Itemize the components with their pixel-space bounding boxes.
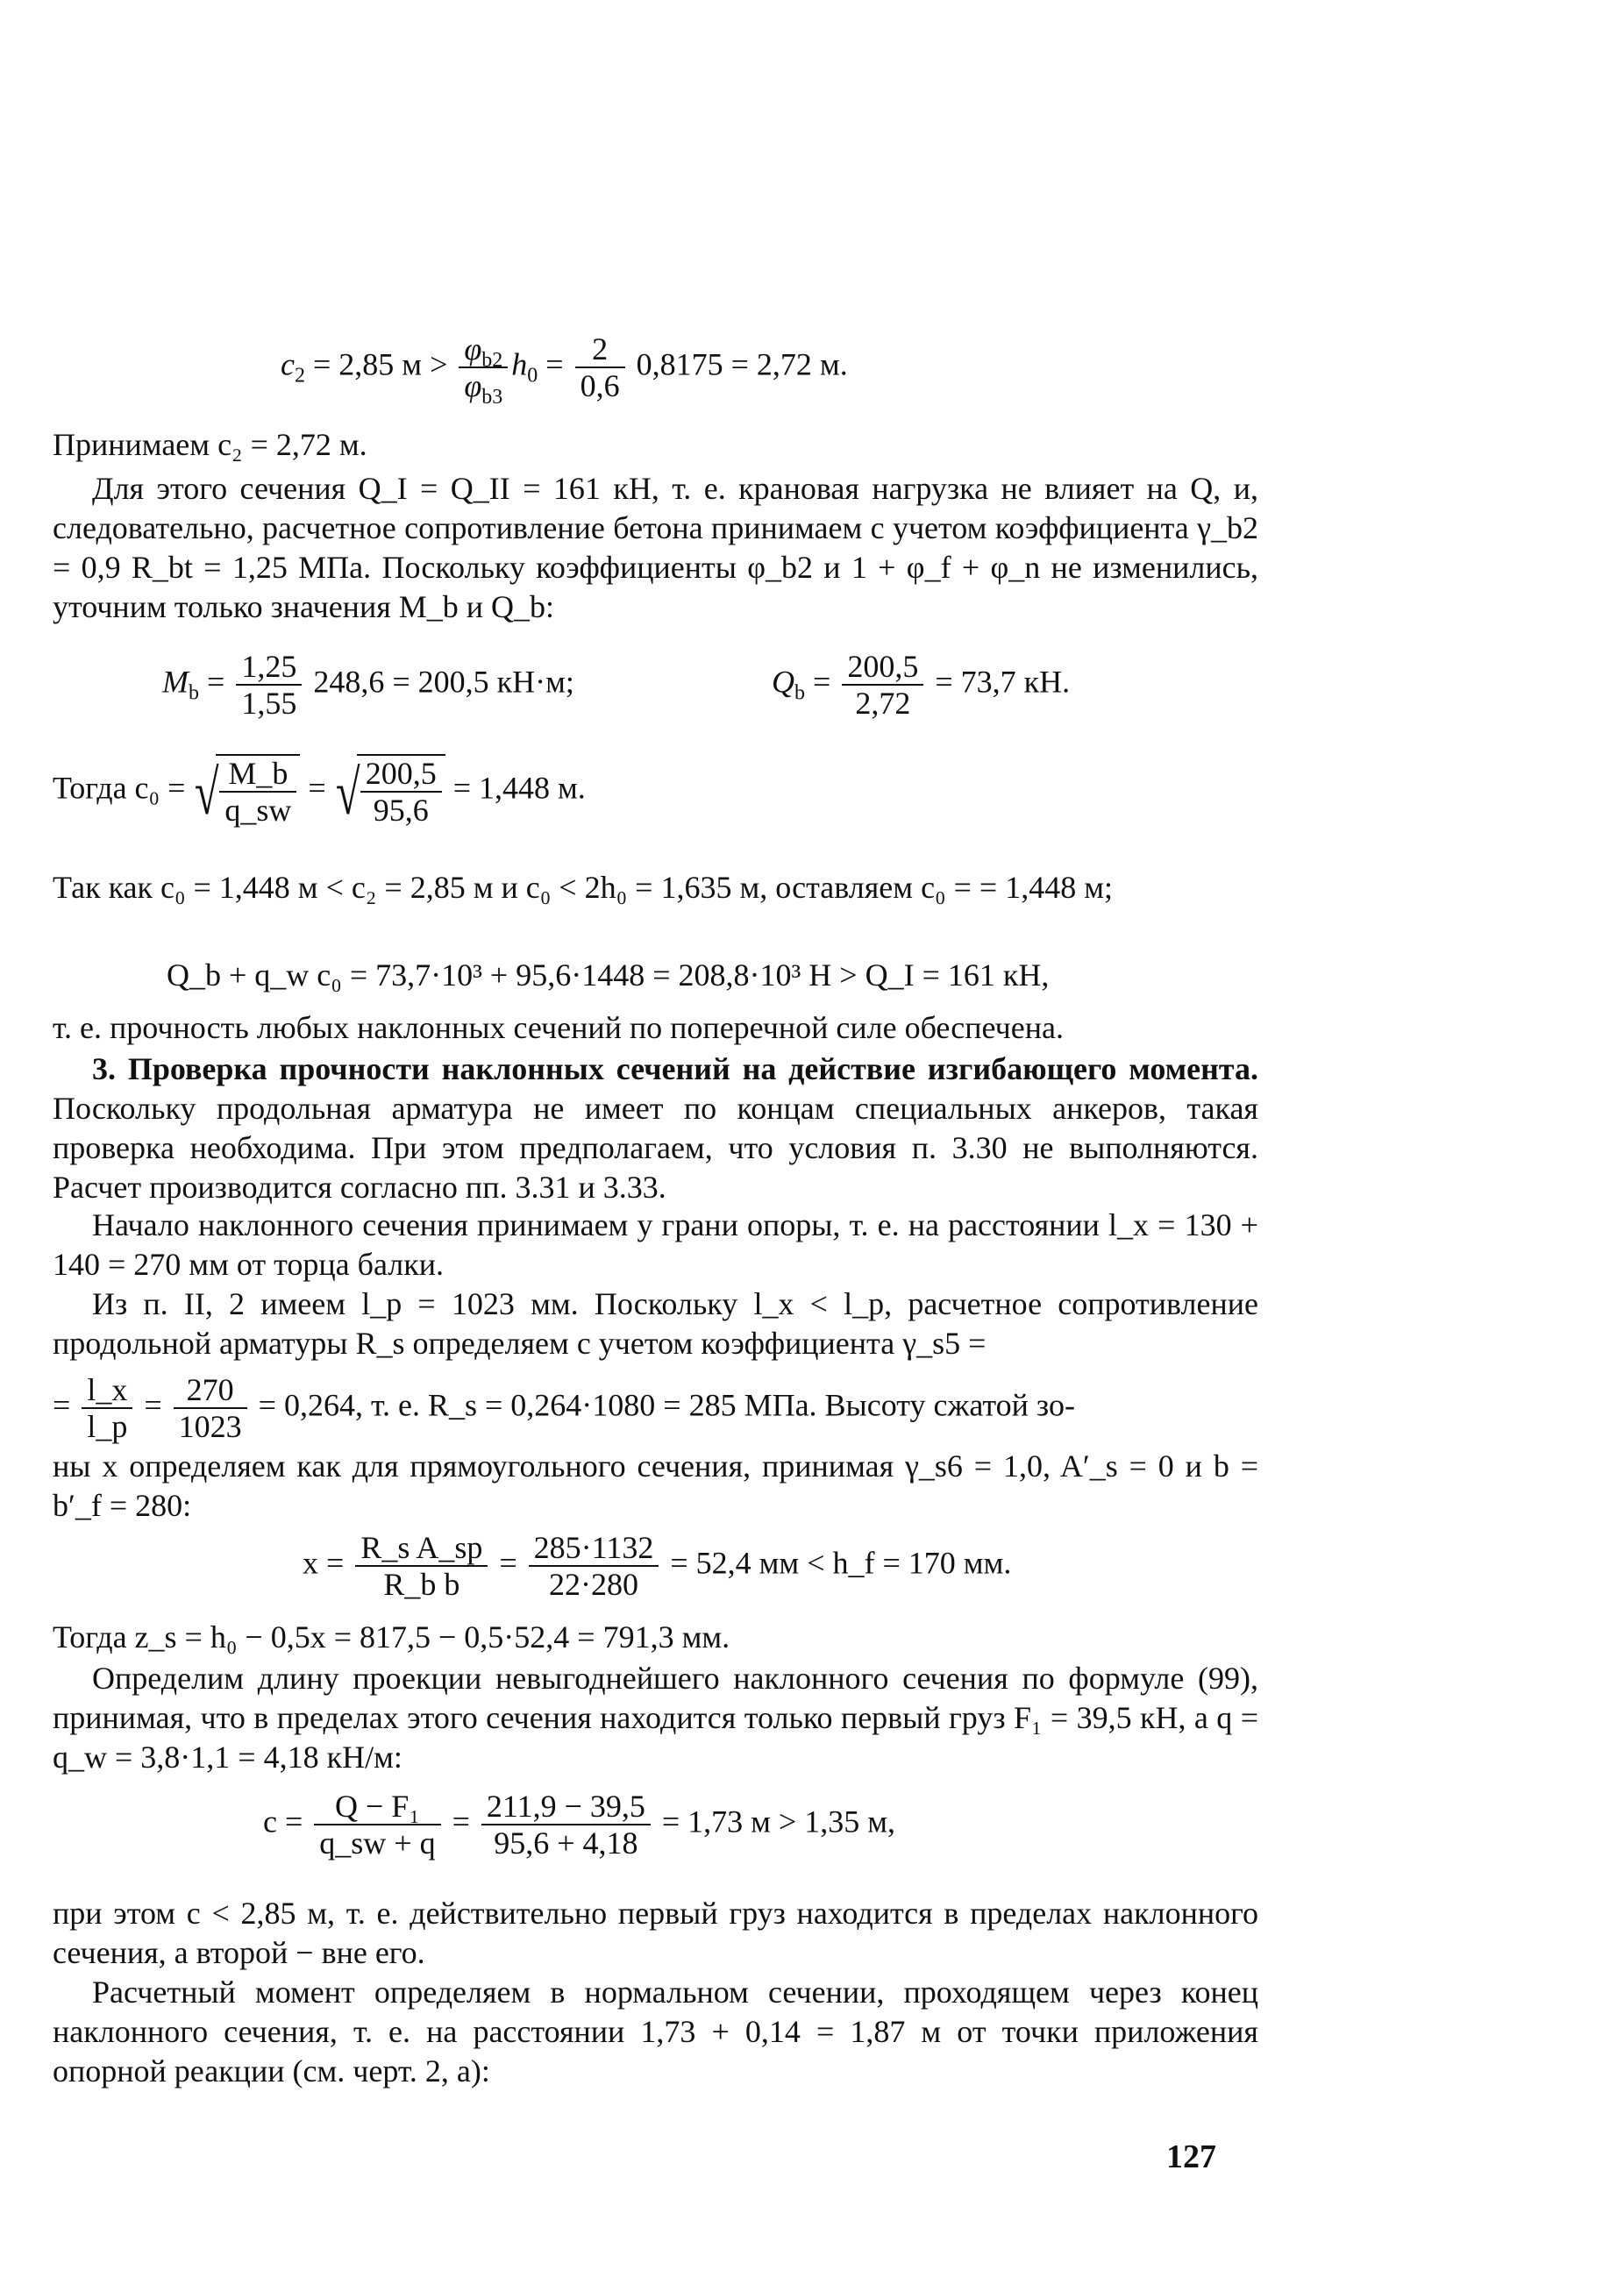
equation-c: c = $\frac{\text{Q − F₁}}{q\_sw + q}$ = $\frac{211,9 - 39,5}{95,6 + 4,18}$ = 1,73 м > 1,35 м,	[263, 1789, 896, 1861]
page-number: 127	[1166, 2138, 1216, 2175]
equation-gamma-s5: = $\frac{l\_x}{l\_p}$ = $\frac{270}{1023}$ = 0,264, т. е. R_s = 0,264·1080 = 285 МПа. Высоту сжатой зо-	[53, 1372, 1075, 1444]
paragraph-moment-check: 3. Проверка прочности наклонных сечений на действие изгибающего момента. Поскольку продольная арматура не имеет по концам специальных анкеров, такая проверка необходима. При этом предполагаем, что условия п. 3.30 не выполняются. Расчет производится согласно пп. 3.31 и 3.33.	[53, 1051, 1258, 1205]
paragraph-section-start: Начало наклонного сечения принимаем у грани опоры, т. е. на расстоянии l_x = 130 + 140 = 270 мм от торца балки.	[53, 1207, 1258, 1282]
equation-x: x = $\frac{\text{R\_s A\_sp}}{\text{R\_b b}}$ = $\frac{285\cdot 1132}{22\cdot 280}$ = 52,4 мм < h_f = 170 мм.	[303, 1530, 1012, 1602]
paragraph-zs: Тогда z_s = h₀ − 0,5x = 817,5 − 0,5·52,4 = 791,3 мм.	[53, 1619, 730, 1654]
section-heading: 3. Проверка прочности наклонных сечений на действие изгибающего момента.	[92, 1051, 1258, 1086]
paragraph-first-load: при этом c < 2,85 м, т. е. действительно первый груз находится в пределах наклонного сечения, а второй − вне его.	[53, 1896, 1258, 1970]
paragraph-projection-length: Определим длину проекции невыгоднейшего наклонного сечения по формуле (99), принимая, что в пределах этого сечения находится только первый груз F₁ = 39,5 кН, а q = q_w = 3,8·1,1 = 4,18 кН/м:	[53, 1661, 1258, 1775]
equation-shear-capacity: Q_b + q_w c₀ = 73,7·10³ + 95,6·1448 = 208,8·10³ Н > Q_I = 161 кН,	[167, 957, 1050, 993]
paragraph-accept-c2: Принимаем c₂ = 2,72 м.	[53, 427, 367, 462]
paragraph-c0-check: Так как c₀ = 1,448 м < c₂ = 2,85 м и c₀ < 2h₀ = 1,635 м, оставляем c₀ = = 1,448 м;	[53, 870, 1113, 905]
equation-c2: $c_2 = 2,85$ м > $\frac{\varphi_{b2}}{\varphi_{b3}}$ $h_0$ = $\frac{2}{0,6}$ 0,8175 = 2,72 м.	[281, 331, 848, 409]
equation-qb: $Q_b$ = $\frac{200,5}{2,72}$ = 73,7 кН.	[772, 649, 1071, 721]
paragraph-design-moment: Расчетный момент определяем в нормальном сечении, проходящем через конец наклонного сечения, т. е. на расстоянии 1,73 + 0,14 = 1,87 м от точки приложения опорной реакции (см. черт. 2, a):	[53, 1975, 1258, 2089]
paragraph-shear-ok: т. е. прочность любых наклонных сечений по поперечной силе обеспечена.	[53, 1010, 1064, 1045]
paragraph-compressed-zone: ны x определяем как для прямоугольного сечения, принимая γ_s6 = 1,0, A′_s = 0 и b = b′_f = 280:	[53, 1448, 1258, 1523]
paragraph-anchorage: Из п. II, 2 имеем l_p = 1023 мм. Поскольку l_x < l_p, расчетное сопротивление продольной арматуры R_s определяем с учетом коэффициента γ_s5 =	[53, 1286, 1258, 1361]
equation-c0: Тогда c₀ = √ $\frac{M\_b}{q\_sw}$ = √ $\frac{200,5}{95,6}$ = 1,448 м.	[53, 754, 586, 828]
paragraph-section-load: Для этого сечения Q_I = Q_II = 161 кН, т. е. крановая нагрузка не влияет на Q, и, следовательно, расчетное сопротивление бетона принимаем с учетом коэффициента γ_b2 = 0,9 R_bt = 1,25 МПа. Поскольку коэффициенты φ_b2 и 1 + φ_f + φ_n не изменились, уточним только значения M_b и Q_b:	[53, 471, 1258, 624]
equation-mb: $M_b$ = $\frac{1,25}{1,55}$ 248,6 = 200,5 кН·м;	[162, 649, 574, 721]
